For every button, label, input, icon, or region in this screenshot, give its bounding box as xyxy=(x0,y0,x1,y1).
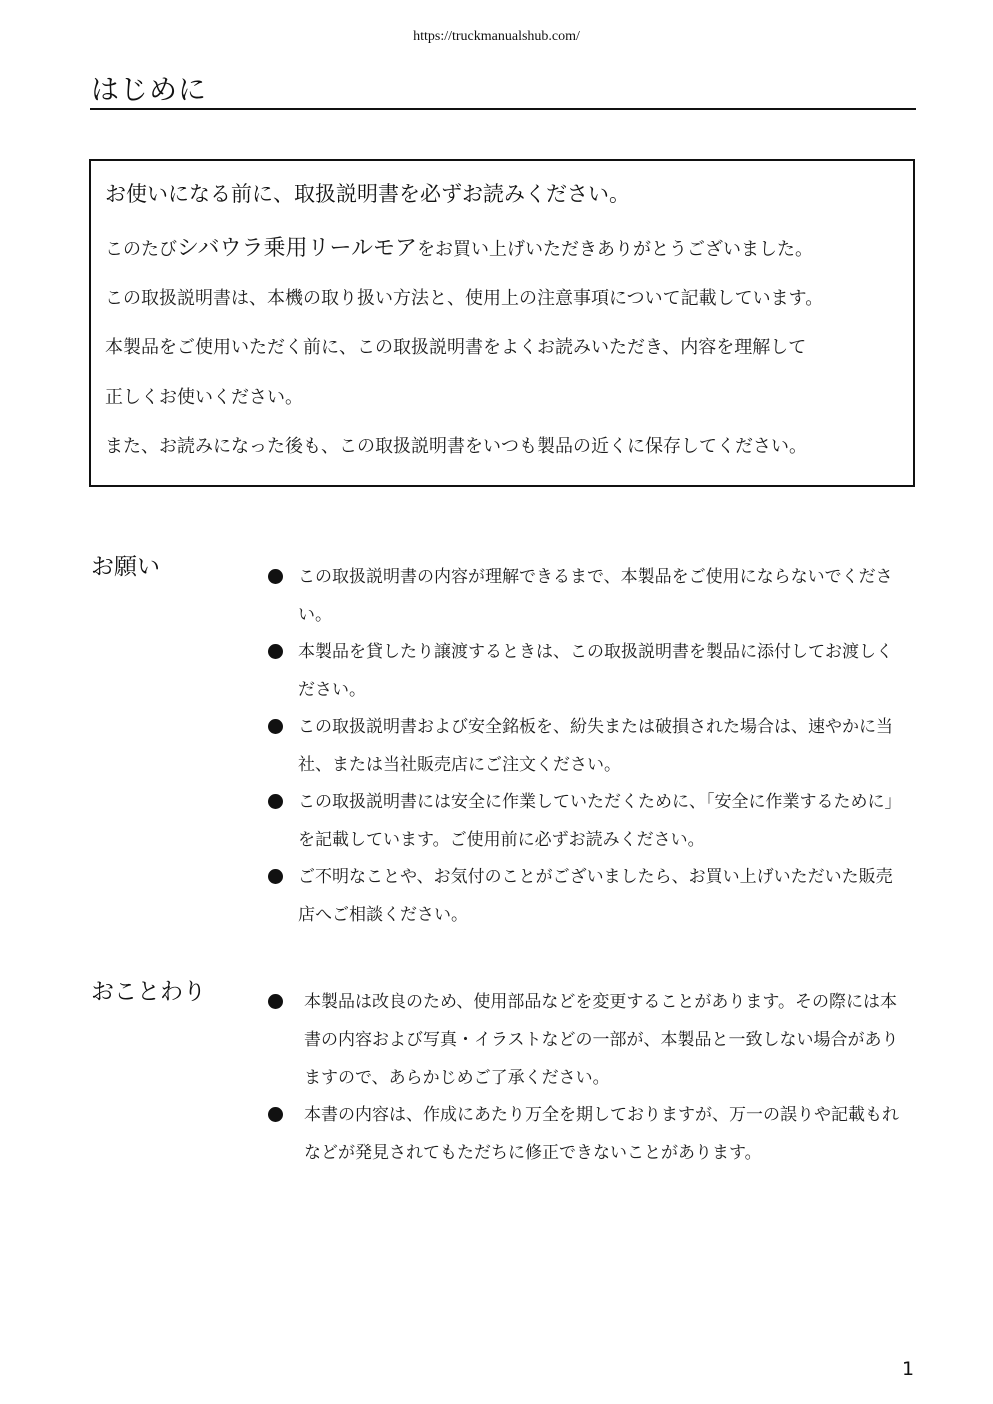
source-url: https://truckmanualshub.com/ xyxy=(413,29,580,44)
request-item-text: この取扱説明書および安全銘板を、紛失または破損された場合は、速やかに当社、または当社販売店にご注文ください。 xyxy=(298,717,893,775)
disclaimer-item-text: 本書の内容は、作成にあたり万全を期しておりますが、万一の誤りや記載もれなどが発見されてもただちに修正できないことがあります。 xyxy=(304,1105,899,1163)
page-title: はじめに xyxy=(91,73,208,106)
page-number: 1 xyxy=(902,1358,915,1380)
requests-label: お願い xyxy=(91,554,160,580)
notice-thanks-line xyxy=(105,231,813,262)
bullet-icon xyxy=(268,644,283,659)
bullet-icon xyxy=(268,569,283,584)
request-item-text: この取扱説明書には安全に作業していただくために、「安全に作業するために」を記載しています。ご使用前に必ずお読みください。 xyxy=(298,792,902,850)
thanks-prefix: このたび xyxy=(105,239,177,260)
bullet-icon xyxy=(268,994,283,1009)
request-item-text: この取扱説明書の内容が理解できるまで、本製品をご使用にならないでください。 xyxy=(298,567,893,625)
request-item xyxy=(268,858,908,934)
bullet-icon xyxy=(268,869,283,884)
request-item-text: ご不明なことや、お気付のことがございましたら、お買い上げいただいた販売店へご相談ください。 xyxy=(298,867,893,925)
disclaimer-item xyxy=(268,983,908,1097)
bullet-icon xyxy=(268,719,283,734)
bullet-icon xyxy=(268,794,283,809)
disclaimers-label: おことわり xyxy=(91,979,206,1005)
notice-box xyxy=(89,159,915,487)
notice-heading: お使いになる前に、取扱説明書を必ずお読みください。 xyxy=(105,182,630,206)
thanks-suffix: をお買い上げいただきありがとうございました。 xyxy=(417,239,814,260)
disclaimer-item xyxy=(268,1096,908,1172)
bullet-icon xyxy=(268,1107,283,1122)
request-item xyxy=(268,558,908,634)
title-rule xyxy=(90,108,916,110)
request-item xyxy=(268,783,908,859)
disclaimer-item-text: 本製品は改良のため、使用部品などを変更することがあります。その際には本書の内容および写真・イラストなどの一部が、本製品と一致しない場合がありますので、あらかじめご了承ください。 xyxy=(304,992,899,1088)
request-item xyxy=(268,708,908,784)
notice-line-3: 本製品をご使用いただく前に、この取扱説明書をよくお読みいただき、内容を理解して xyxy=(105,337,807,358)
request-item xyxy=(268,633,908,709)
notice-line-2: この取扱説明書は、本機の取り扱い方法と、使用上の注意事項について記載しています。 xyxy=(105,288,824,309)
product-name: シバウラ乗用リールモア xyxy=(177,236,418,261)
notice-line-4: 正しくお使いください。 xyxy=(105,387,303,408)
notice-line-5: また、お読みになった後も、この取扱説明書をいつも製品の近くに保存してください。 xyxy=(105,436,807,457)
request-item-text: 本製品を貸したり譲渡するときは、この取扱説明書を製品に添付してお渡しください。 xyxy=(298,642,893,700)
